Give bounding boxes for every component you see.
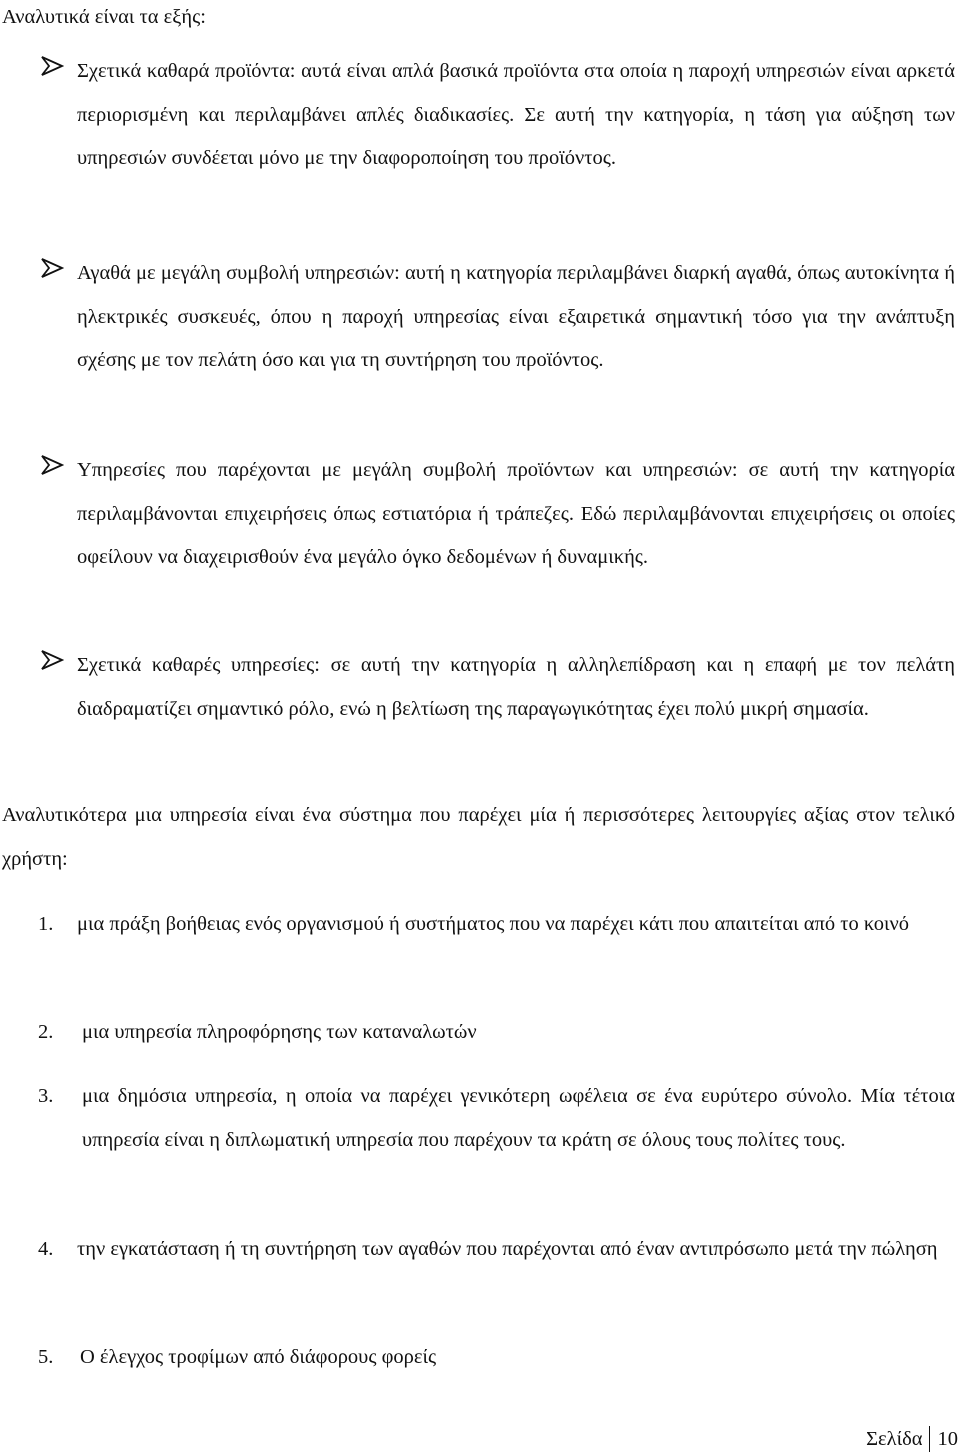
page-number: 10 <box>937 1428 958 1450</box>
bullet-text: Σχετικά καθαρές υπηρεσίες: σε αυτή την κατηγορία η αλληλεπίδραση και η επαφή με τον πελάτη διαδραματίζει σημαντικό ρόλο, ενώ η βελτίωση της παραγωγικότητας έχει πολύ μικρή σημασία. <box>77 654 955 720</box>
item-text: μια πράξη βοήθειας ενός οργανισμού ή συστήματος που να παρέχει κάτι που απαιτείται από το κοινό <box>77 913 910 935</box>
item-number: 4. <box>38 1238 54 1260</box>
item-number: 1. <box>38 913 54 935</box>
bullet-item <box>40 644 955 731</box>
item-text: μια υπηρεσία πληροφόρησης των καταναλωτών <box>82 1021 477 1043</box>
numbered-item <box>38 903 955 947</box>
page-footer <box>866 1424 958 1454</box>
numbered-item <box>38 1228 955 1272</box>
bullet-text: Υπηρεσίες που παρέχονται με μεγάλη συμβολή προϊόντων και υπηρεσιών: σε αυτή την κατηγορία περιλαμβάνονται επιχειρήσεις όπως εστιατόρια ή τράπεζες. Εδώ περιλαμβάνονται επιχειρήσεις οι οποίες οφείλουν να διαχειρισθούν ένα μεγάλο όγκο δεδομένων ή δυναμικής. <box>77 459 955 568</box>
arrowhead-bullet-icon <box>40 649 64 671</box>
arrowhead-bullet-icon <box>40 257 64 279</box>
item-text: Ο έλεγχος τροφίμων από διάφορους φορείς <box>80 1346 437 1368</box>
item-number: 3. <box>38 1085 54 1107</box>
item-number: 5. <box>38 1346 54 1368</box>
bullet-text: Αγαθά με μεγάλη συμβολή υπηρεσιών: αυτή η κατηγορία περιλαμβάνει διαρκή αγαθά, όπως αυτοκίνητα ή ηλεκτρικές συσκευές, όπου η παροχή υπηρεσίας είναι εξαιρετικά σημαντική τόσο για την ανάπτυξη σχέσης με τον πελάτη όσο και για τη συντήρηση του προϊόντος. <box>77 262 955 371</box>
item-text: μια δημόσια υπηρεσία, η οποία να παρέχει γενικότερη ωφέλεια σε ένα ευρύτερο σύνολο. Μία τέτοια υπηρεσία είναι η διπλωματική υπηρεσία που παρέχουν τα κράτη σε όλους τους πολίτες τους. <box>82 1085 955 1151</box>
bullet-item <box>40 50 955 181</box>
bullet-text: Σχετικά καθαρά προϊόντα: αυτά είναι απλά βασικά προϊόντα στα οποία η παροχή υπηρεσιών είναι αρκετά περιορισμένη και περιλαμβάνει απλές διαδικασίες. Σε αυτή την κατηγορία, η τάση για αύξηση των υπηρεσιών συνδέεται μόνο με την διαφοροποίηση του προϊόντος. <box>77 60 955 169</box>
numbered-item <box>38 1011 955 1055</box>
intro-line: Αναλυτικά είναι τα εξής: <box>2 6 206 28</box>
numbered-item <box>38 1336 955 1380</box>
bullet-item <box>40 252 955 383</box>
bullet-item <box>40 449 955 580</box>
item-number: 2. <box>38 1021 54 1043</box>
arrowhead-bullet-icon <box>40 55 64 77</box>
body-paragraph: Αναλυτικότερα μια υπηρεσία είναι ένα σύστημα που παρέχει μία ή περισσότερες λειτουργίες αξίας στον τελικό χρήστη: <box>2 804 955 870</box>
numbered-item <box>38 1075 955 1162</box>
footer-divider <box>929 1426 930 1452</box>
item-text: την εγκατάσταση ή τη συντήρηση των αγαθών που παρέχονται από έναν αντιπρόσωπο μετά την πώληση <box>77 1238 938 1260</box>
page-label: Σελίδα <box>866 1428 923 1450</box>
arrowhead-bullet-icon <box>40 454 64 476</box>
